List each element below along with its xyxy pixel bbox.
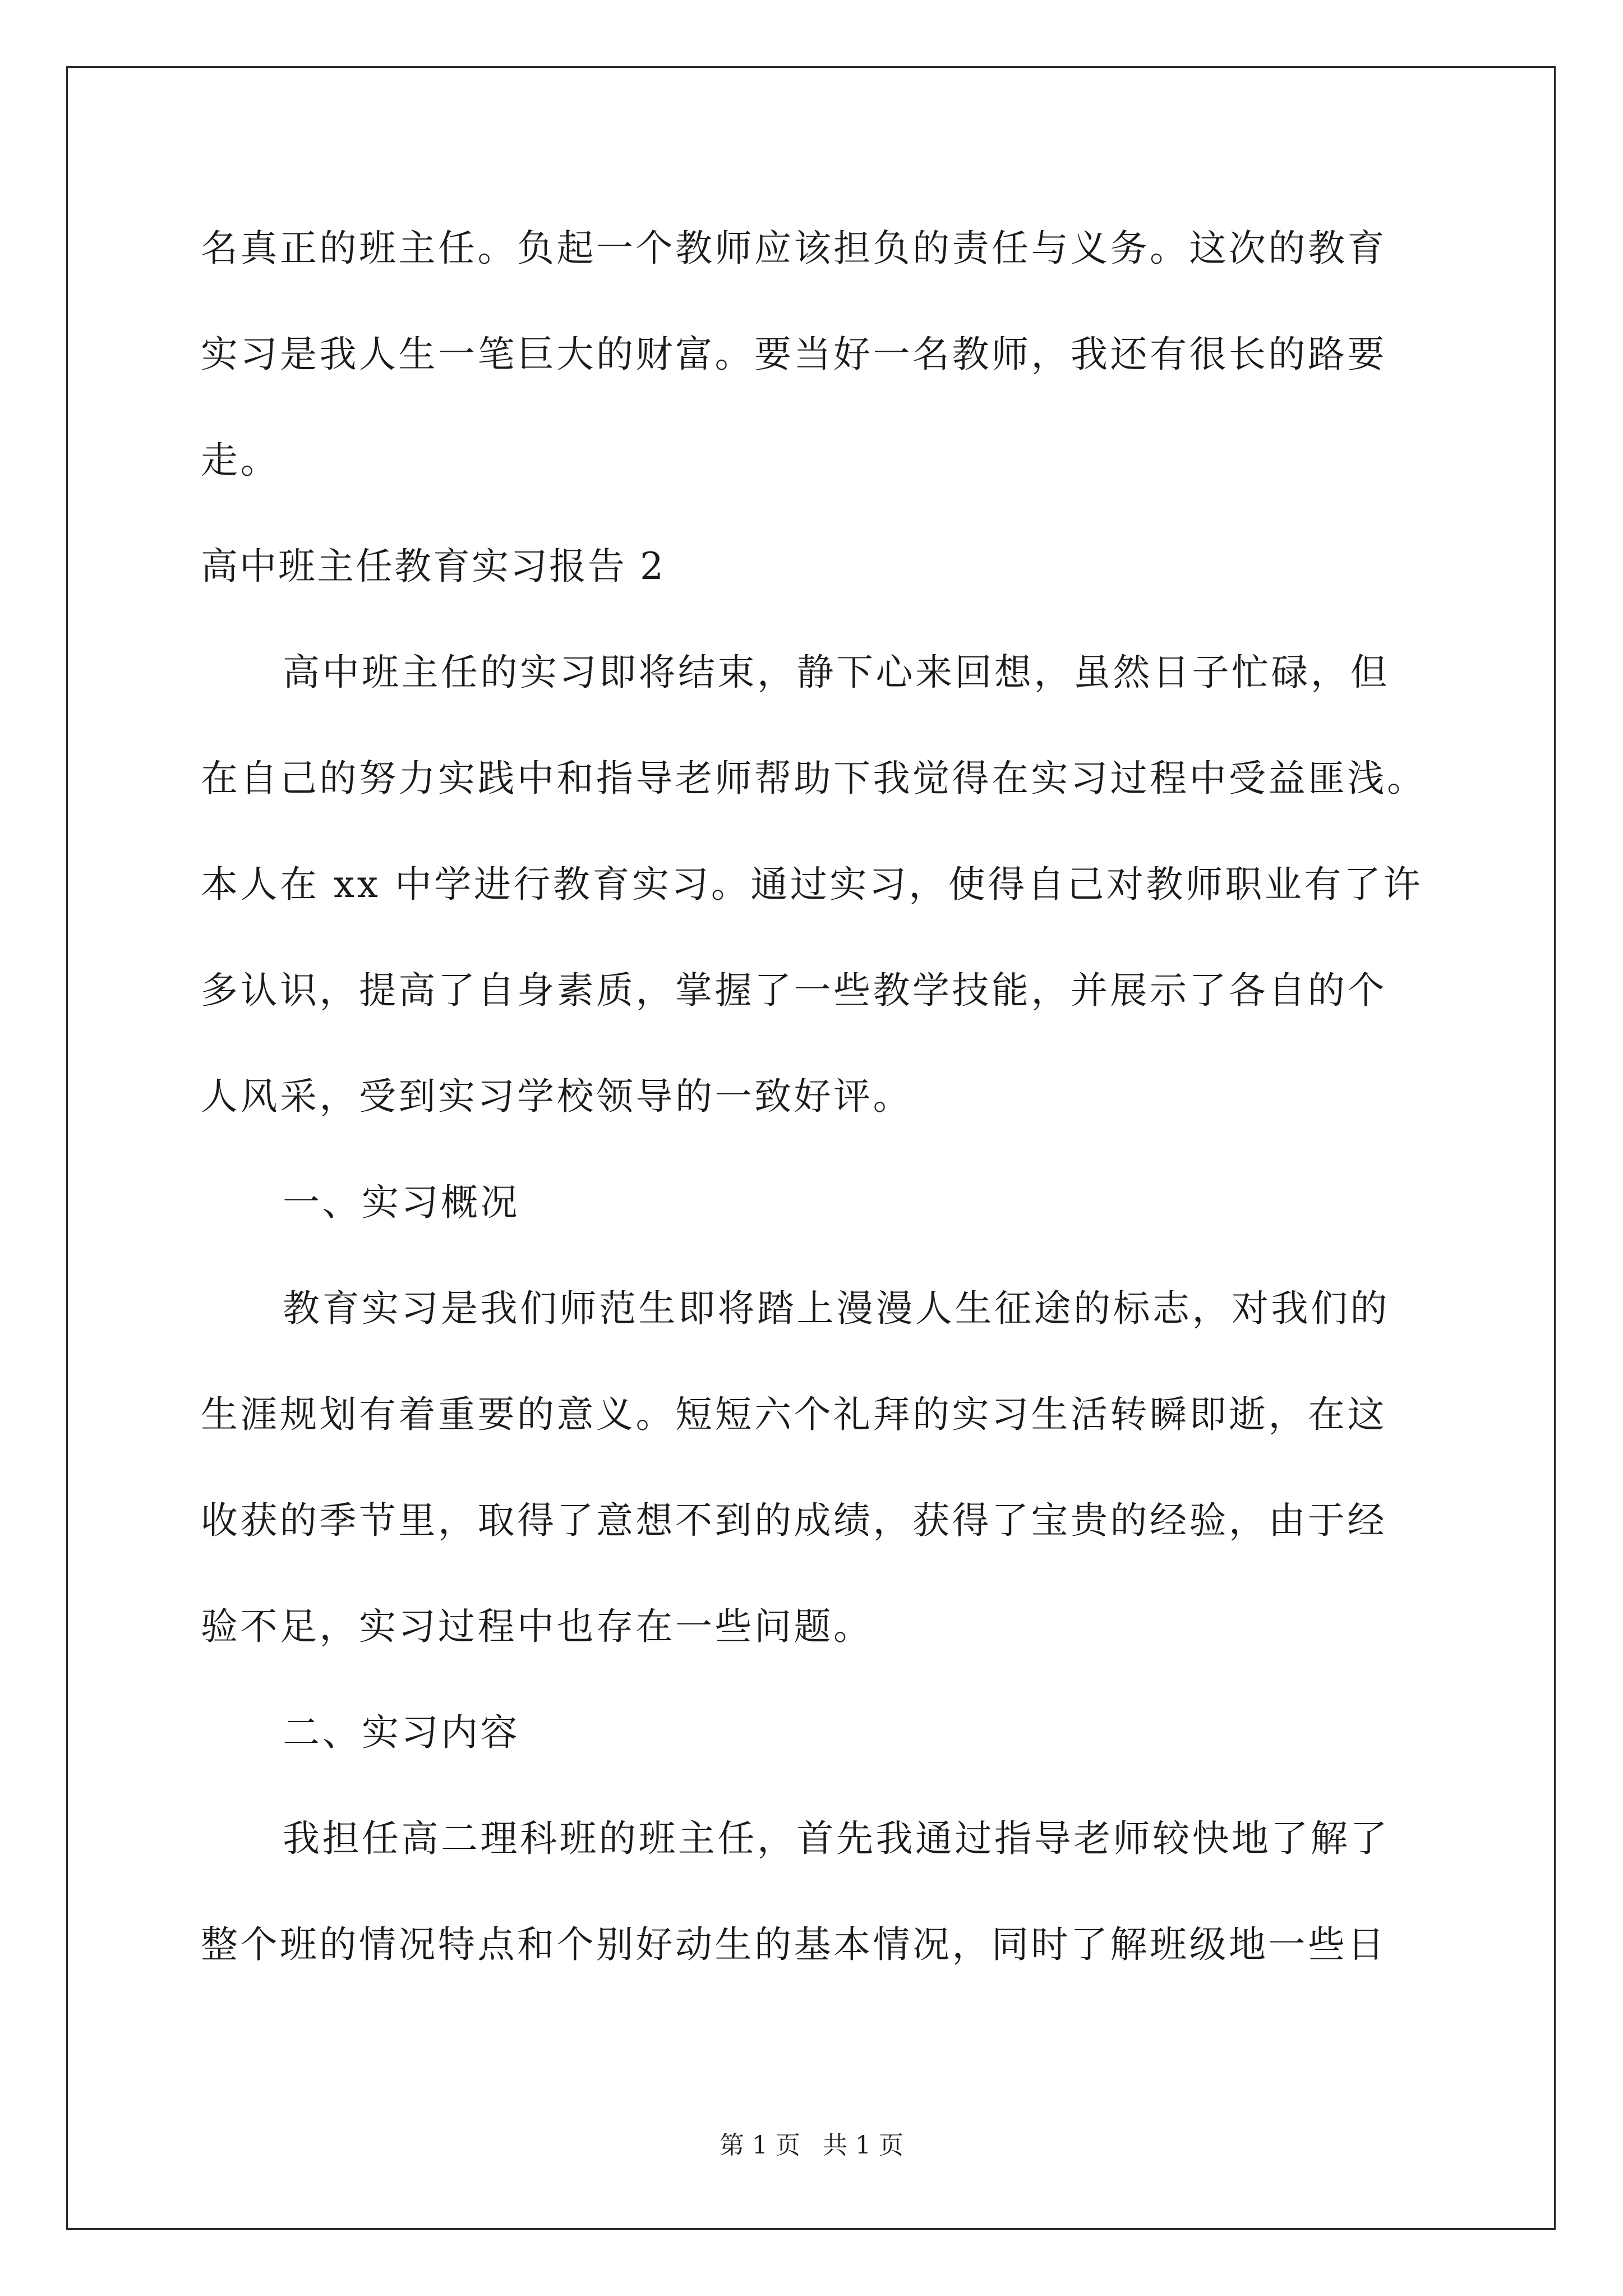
paragraph-line: 收获的季节里，取得了意想不到的成绩，获得了宝贵的经验，由于经 — [201, 1499, 1387, 1542]
paragraph-line: 名真正的班主任。负起一个教师应该担负的责任与义务。这次的教育 — [201, 227, 1387, 270]
paragraph-line: 人风采，受到实习学校领导的一致好评。 — [201, 1075, 912, 1118]
paragraph-line: 走。 — [201, 439, 280, 482]
paragraph-line: 本人在 xx 中学进行教育实习。通过实习，使得自己对教师职业有了许 — [201, 863, 1423, 906]
paragraph-line: 生涯规划有着重要的意义。短短六个礼拜的实习生活转瞬即逝，在这 — [201, 1393, 1387, 1436]
paragraph-line: 教育实习是我们师范生即将踏上漫漫人生征途的标志，对我们的 — [283, 1287, 1390, 1330]
page-total: 共 1 页 — [823, 2131, 903, 2160]
paragraph-line: 多认识，提高了自身素质，掌握了一些教学技能，并展示了各自的个 — [201, 969, 1387, 1012]
subsection-heading: 二、实习内容 — [283, 1711, 520, 1754]
section-title: 高中班主任教育实习报告 2 — [201, 545, 665, 588]
document-body — [201, 195, 1427, 1998]
paragraph-line: 我担任高二理科班的班主任，首先我通过指导老师较快地了解了 — [283, 1817, 1390, 1860]
subsection-heading: 一、实习概况 — [283, 1181, 520, 1224]
page-footer — [0, 2129, 1623, 2162]
page-number: 第 1 页 — [720, 2131, 800, 2160]
paragraph-line: 验不足，实习过程中也存在一些问题。 — [201, 1605, 873, 1648]
paragraph-line: 整个班的情况特点和个别好动生的基本情况，同时了解班级地一些日 — [201, 1923, 1387, 1966]
paragraph-line: 在自己的努力实践中和指导老师帮助下我觉得在实习过程中受益匪浅。 — [201, 757, 1427, 800]
paragraph-line: 高中班主任的实习即将结束，静下心来回想，虽然日子忙碌，但 — [283, 651, 1390, 694]
paragraph-line: 实习是我人生一笔巨大的财富。要当好一名教师，我还有很长的路要 — [201, 333, 1387, 376]
